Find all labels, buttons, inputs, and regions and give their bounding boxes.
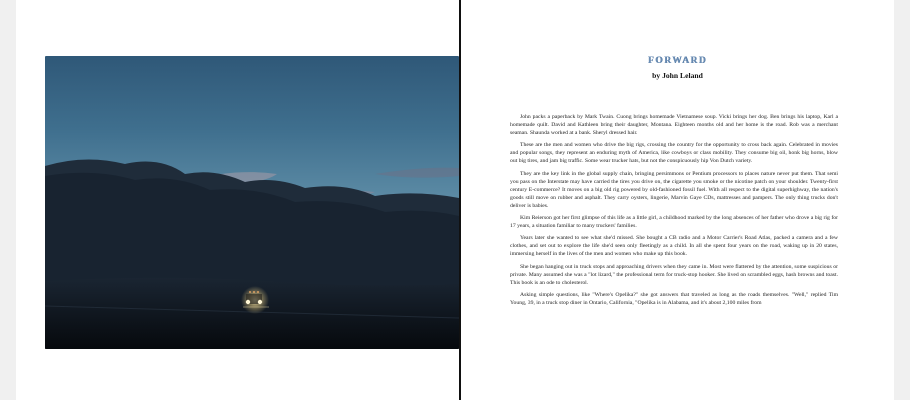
paragraph: Kim Reierson got her first glimpse of this life as a little girl, a childhood marked by the long absences of her father who drove a big rig for 17 years, a situation familiar to many truckers' families. [510, 215, 838, 230]
photo-illustration [45, 56, 459, 349]
paragraph: Asking simple questions, like "Where's Opelika?" she got answers that traveled as long as the roads themselves. "Well," replied Tim Young, 39, in a truck stop diner in Ontario, California, "Opelika is in Alabama, and it's about 2,100 miles from [510, 292, 838, 307]
paragraph: She began hanging out in truck stops and approaching drivers when they came in. Most were flattered by the attention, some suspicious or private. Many assumed she was a "lot lizard," the professional term for truck-stop hooker. She lived on scrambled eggs, hash browns and toast. This book is an ode to cholesterol. [510, 263, 838, 286]
byline: by John Leland [652, 71, 703, 80]
paragraph: Years later she wanted to see what she'd missed. She bought a CB radio and a Motor Carrier's Road Atlas, packed a camera and a few clothes, and set out to explore the life she'd seen only fleetingly as a child. In all she spent four years on the road, waking up in 20 states, immersing herself in the lives of the men and women who make up this book. [510, 235, 838, 258]
left-page [16, 0, 459, 400]
body-text [510, 113, 838, 311]
left-margin [0, 0, 16, 400]
paragraph: These are the men and women who drive the big rigs, crossing the country for the opportunity to cross back again. Celebrated in movies and popular songs, they represent an enduring myth of America, like cowboys or class mobility. They consume big oil, honk big horns, blow out big tires, and jam big traffic. Some wear trucker hats, but not the conspicuously hip Von Dutch variety. [510, 142, 838, 165]
right-margin [894, 0, 910, 400]
dusk-highway-photo [45, 56, 459, 349]
paragraph: They are the key link in the global supply chain, bringing persimmons or Pentium processors to places nature never put them. That semi you pass on the Interstate may have carried the tires you drive on, the cigarette you smoke or the nicotine patch on your shoulder. Twenty-first century E-commerce? It moves on a big old rig powered by old-fashioned fossil fuel. With all respect to the digital superhighway, the nation's goods still move on rubber and asphalt. They carry oysters, lingerie, Marvin Gaye CDs, mattresses and pampers. The only thing trucks don't deliver is babies. [510, 170, 838, 209]
right-page [461, 0, 894, 400]
paragraph: John packs a paperback by Mark Twain. Cuong brings homemade Vietnamese soup. Vicki brings her dog. Ben brings his laptop, Karl a homemade quilt. David and Kathleen bring their daughter, Montana. Eighteen months old and her home is the road. Rob was a merchant seaman. Shaunda worked at a bank. Sheryl dressed hair. [510, 114, 838, 137]
chapter-title: FORWARD [647, 56, 708, 66]
